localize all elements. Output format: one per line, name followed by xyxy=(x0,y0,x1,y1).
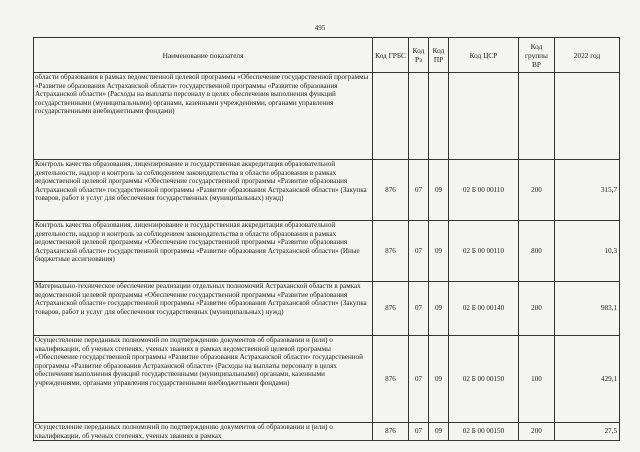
row-name: Контроль качества образования, лицензирование и государственная аккредитация образовательной деятельности, надзор и контроль за соблюдением законодательства в области образования в рамках ведомственной целевой программы «Обеспечение государственной программы «Развитие образования Астраханской области» государственной программы «Развитие образования Астраханской области» (Иные бюджетные ассигнования) xyxy=(34,221,373,282)
row-pr: 09 xyxy=(429,282,449,336)
row-name: Материально-техническое обеспечение реализации отдельных полномочий Астраханской области в рамках ведомственной целевой программы «Обеспечение государственной программы «Развитие образования Астраханской области» государственной программы «Развитие образования Астраханской области» (Закупка товаров, работ и услуг для обеспечения государственных (муниципальных) нужд) xyxy=(34,282,373,336)
row-name: Осуществление переданных полномочий по подтверждению документов об образовании и (или) о квалификации, об ученых степенях, ученых званиях в рамках xyxy=(34,423,373,441)
row-grbs: 876 xyxy=(373,423,409,441)
header-vr: Код группы ВР xyxy=(519,38,555,73)
row-vr: 200 xyxy=(519,160,555,221)
table-row xyxy=(34,423,620,441)
row-vr: 800 xyxy=(519,221,555,282)
table-row xyxy=(34,282,620,336)
header-pr: Код ПР xyxy=(429,38,449,73)
row-rz: 07 xyxy=(409,160,429,221)
row-vr: 200 xyxy=(519,423,555,441)
row-name: Контроль качества образования, лицензирование и государственная аккредитация образовательной деятельности, надзор и контроль за соблюдением законодательства в области образования в рамках ведомственной целевой программы «Обеспечение государственной программы «Развитие образования Астраханской области» государственной программы «Развитие образования Астраханской области» (Закупка товаров, работ и услуг для обеспечения государственных (муниципальных) нужд) xyxy=(34,160,373,221)
row-csr: 02 Б 00 00150 xyxy=(449,423,519,441)
row-grbs: 876 xyxy=(373,336,409,423)
row-csr: 02 Б 00 00110 xyxy=(449,221,519,282)
row-pr: 09 xyxy=(429,423,449,441)
row-grbs: 876 xyxy=(373,160,409,221)
row-amount xyxy=(555,73,620,160)
header-csr: Код ЦСР xyxy=(449,38,519,73)
row-rz xyxy=(409,73,429,160)
row-name: Осуществление переданных полномочий по подтверждению документов об образовании и (или) о квалификации, об ученых степенях, ученых званиях в рамках ведомственной целевой программы «Обеспечение государственной программы «Развитие образования Астраханской области» государственной программы «Развитие образования Астраханской области» (Расходы на выплаты персоналу в целях обеспечения выполнения функций государственными (муниципальными) органами, казенными учреждениями, органами управления государственными внебюджетными фондами) xyxy=(34,336,373,423)
header-grbs: Код ГРБС xyxy=(373,38,409,73)
row-rz: 07 xyxy=(409,221,429,282)
header-year: 2022 год xyxy=(555,38,620,73)
table-row xyxy=(34,73,620,160)
header-rz: Код Рз xyxy=(409,38,429,73)
row-rz: 07 xyxy=(409,282,429,336)
header-name: Наименование показателя xyxy=(34,38,373,73)
row-vr: 100 xyxy=(519,336,555,423)
table-row xyxy=(34,160,620,221)
row-grbs: 876 xyxy=(373,221,409,282)
row-amount: 429,1 xyxy=(555,336,620,423)
row-amount: 27,5 xyxy=(555,423,620,441)
row-rz: 07 xyxy=(409,423,429,441)
row-pr xyxy=(429,73,449,160)
table-row xyxy=(34,221,620,282)
table-header-row xyxy=(34,38,620,73)
row-grbs xyxy=(373,73,409,160)
row-pr: 09 xyxy=(429,336,449,423)
row-vr xyxy=(519,73,555,160)
row-amount: 315,7 xyxy=(555,160,620,221)
table-row xyxy=(34,336,620,423)
row-rz: 07 xyxy=(409,336,429,423)
row-name: области образования в рамках ведомственной целевой программы «Обеспечение государственной программы «Развитие образования Астраханской области» государственной программы «Развитие образования Астраханской области» (Расходы на выплаты персоналу в целях обеспечения выполнения функций государственными (муниципальными) органами, казенными учреждениями, органами управления государственными внебюджетными фондами) xyxy=(34,73,373,160)
row-amount: 10,3 xyxy=(555,221,620,282)
row-amount: 983,1 xyxy=(555,282,620,336)
row-vr: 200 xyxy=(519,282,555,336)
budget-table xyxy=(33,37,620,441)
row-csr: 02 Б 00 00110 xyxy=(449,160,519,221)
row-csr xyxy=(449,73,519,160)
row-pr: 09 xyxy=(429,221,449,282)
row-csr: 02 Б 00 00150 xyxy=(449,336,519,423)
row-grbs: 876 xyxy=(373,282,409,336)
page-number: 495 xyxy=(314,24,326,32)
row-csr: 02 Б 00 00140 xyxy=(449,282,519,336)
row-pr: 09 xyxy=(429,160,449,221)
